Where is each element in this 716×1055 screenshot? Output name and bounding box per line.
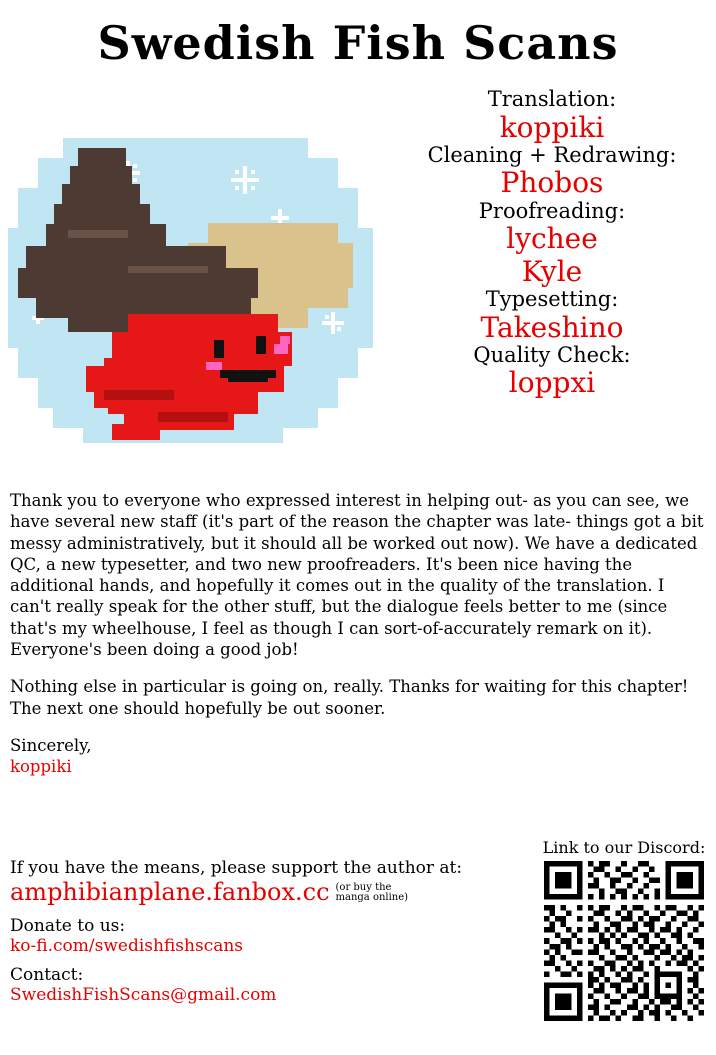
credit-role-quality-check: Quality Check:	[473, 342, 631, 367]
discord-label: Link to our Discord:	[542, 838, 706, 857]
support-block	[10, 858, 530, 907]
contact-email[interactable]: SwedishFishScans@gmail.com	[10, 985, 277, 1006]
donate-block	[10, 916, 530, 956]
note-paragraph-1: Thank you to everyone who expressed interest in helping out- as you can see, we have several new staff (it's part of the reason the chapter was late- things got a bit messy administratively, but it should all be worked out now). We have a dedicated QC, a new typesetter, and two new proofreaders. It's been nice having the additional hands, and hopefully it comes out in the quality of the translation. I can't really speak for the other stuff, but the dialogue feels better to me (since that's my wheelhouse, I feel as though I can sort-of-accurately remark on it). Everyone's been doing a good job!	[10, 491, 704, 659]
sign-off: Sincerely,	[10, 735, 92, 755]
page-title: Swedish Fish Scans	[97, 16, 619, 70]
contact-block	[10, 965, 530, 1005]
artwork	[8, 118, 388, 468]
contact-label: Contact:	[10, 965, 84, 986]
footer-links	[10, 858, 530, 1015]
translator-notes	[10, 490, 706, 777]
credit-name-cleaning: Phobos	[500, 166, 604, 200]
credit-role-cleaning: Cleaning + Redrawing:	[427, 142, 677, 167]
credit-role-translation: Translation:	[487, 87, 617, 111]
credit-name-quality-check: loppxi	[508, 366, 596, 400]
qr-code-icon[interactable]	[544, 861, 704, 1021]
frog-mouth	[220, 370, 276, 382]
credit-name-proofreader-1: lychee	[506, 222, 598, 256]
credit-role-typesetting: Typesetting:	[485, 286, 619, 311]
credit-name-proofreader-2: Kyle	[521, 254, 583, 288]
credit-name-translation: koppiki	[499, 110, 605, 144]
support-link[interactable]: amphibianplane.fanbox.cc	[10, 878, 330, 907]
frog-witch-illustration	[8, 118, 388, 468]
credit-role-proofreading: Proofreading:	[478, 198, 626, 223]
support-note: (or buy the manga online)	[335, 881, 409, 904]
note-paragraph-2: Nothing else in particular is going on, really. Thanks for waiting for this chapter! The next one should hopefully be out sooner.	[10, 677, 689, 718]
donate-label: Donate to us:	[10, 915, 126, 936]
credits-list	[396, 88, 708, 400]
sign-off-name: koppiki	[10, 757, 72, 777]
donate-link[interactable]: ko-fi.com/swedishfishscans	[10, 935, 244, 956]
support-link-row	[10, 878, 530, 907]
discord-section	[540, 838, 708, 1021]
credit-name-typesetting: Takeshino	[480, 310, 624, 344]
support-label: If you have the means, please support the author at:	[10, 858, 463, 878]
